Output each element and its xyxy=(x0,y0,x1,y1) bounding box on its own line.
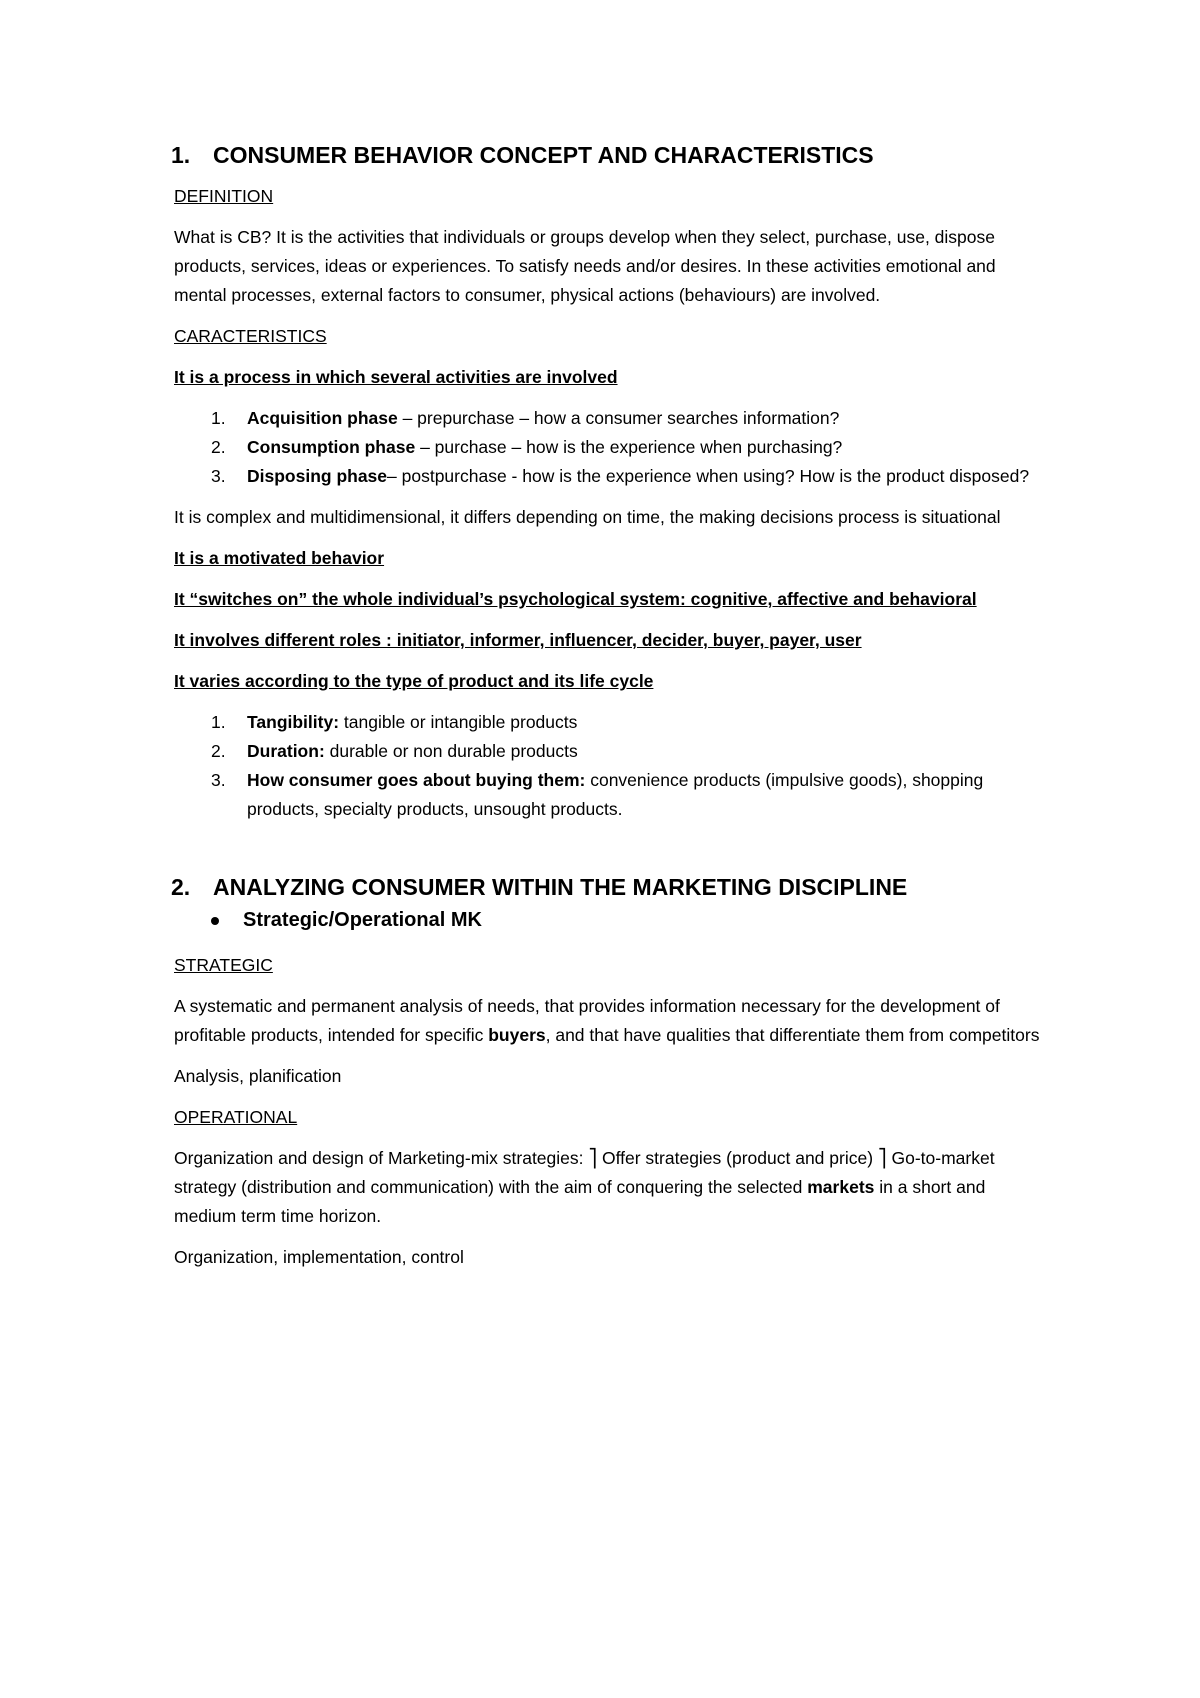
strategic-text-end: , and that have qualities that differentiate them from competitors xyxy=(545,1025,1040,1045)
motivated-heading: It is a motivated behavior xyxy=(174,548,385,568)
list-item xyxy=(174,433,1044,462)
operational-heading: OPERATIONAL xyxy=(174,1107,298,1127)
phase-description: – prepurchase – how a consumer searches information? xyxy=(397,408,840,428)
strategic-text-bold: buyers xyxy=(488,1025,546,1045)
document-content xyxy=(171,140,1044,1284)
phase-name: Disposing phase xyxy=(247,466,388,486)
characteristics-heading: CARACTERISTICS xyxy=(174,326,327,346)
definition-paragraph: What is CB? It is the activities that individuals or groups develop when they select, purchase, use, dispose products, services, ideas or experiences. To satisfy needs and/or desires. In these activities emotional and mental processes, external factors to consumer, physical actions (behaviours) are involved. xyxy=(174,227,996,305)
list-item xyxy=(174,737,1044,766)
strategic-summary: Analysis, planification xyxy=(174,1066,342,1086)
list-item-number: 2. xyxy=(211,437,226,457)
phase-name: Consumption phase xyxy=(247,437,416,457)
section-2-title: ANALYZING CONSUMER WITHIN THE MARKETING DISCIPLINE xyxy=(213,874,908,900)
section-2-heading xyxy=(171,872,1044,902)
varies-heading: It varies according to the type of product and its life cycle xyxy=(174,671,654,691)
phase-description: – purchase – how is the experience when purchasing? xyxy=(415,437,843,457)
list-item xyxy=(174,462,1044,491)
section-spacer xyxy=(174,836,1044,872)
section-1-number: 1. xyxy=(171,142,191,168)
list-item-number: 3. xyxy=(211,770,226,790)
item-description: convenience products (impulsive goods), shopping products, specialty products, unsought products. xyxy=(247,770,984,819)
switches-heading: It “switches on” the whole individual’s psychological system: cognitive, affective and behavioral xyxy=(174,589,977,609)
list-item-number: 2. xyxy=(211,741,226,761)
strategic-paragraph xyxy=(174,992,1044,1050)
list-item-number: 1. xyxy=(211,408,226,428)
item-term: Duration: xyxy=(247,741,325,761)
bullet-item xyxy=(211,906,1044,935)
product-types-list xyxy=(174,708,1044,824)
operational-text-start: Organization and design of Marketing-mix strategies: ⎤ Offer strategies (product and price) ⎤ Go-to-market strategy (distribution and communication) with the aim of conquering the selected xyxy=(174,1148,995,1197)
complex-paragraph: It is complex and multidimensional, it differs depending on time, the making decisions process is situational xyxy=(174,507,1001,527)
list-item xyxy=(174,766,1044,824)
bullet-icon xyxy=(211,917,219,925)
item-term: How consumer goes about buying them: xyxy=(247,770,586,790)
phases-list xyxy=(174,404,1044,491)
operational-summary: Organization, implementation, control xyxy=(174,1247,464,1267)
roles-heading: It involves different roles : initiator, informer, influencer, decider, buyer, payer, user xyxy=(174,630,862,650)
list-item-number: 1. xyxy=(211,712,226,732)
item-description: durable or non durable products xyxy=(324,741,578,761)
strategic-heading: STRATEGIC xyxy=(174,955,273,975)
operational-text-bold: markets xyxy=(807,1177,875,1197)
bullet-text: Strategic/Operational MK xyxy=(243,909,482,931)
item-term: Tangibility: xyxy=(247,712,340,732)
operational-text-end: in a short and medium term time horizon. xyxy=(174,1177,986,1226)
operational-paragraph xyxy=(174,1144,1044,1231)
section-1-title: CONSUMER BEHAVIOR CONCEPT AND CHARACTERISTICS xyxy=(213,142,874,168)
item-description: tangible or intangible products xyxy=(339,712,578,732)
phase-description: – postpurchase - how is the experience when using? How is the product disposed? xyxy=(387,466,1030,486)
list-item xyxy=(174,708,1044,737)
list-item xyxy=(174,404,1044,433)
phase-name: Acquisition phase xyxy=(247,408,398,428)
process-heading: It is a process in which several activities are involved xyxy=(174,367,618,387)
section-2-number: 2. xyxy=(171,874,191,900)
section-1-heading xyxy=(171,140,1044,170)
definition-heading: DEFINITION xyxy=(174,186,274,206)
strategic-text-start: A systematic and permanent analysis of needs, that provides information necessary for the development of profitable products, intended for specific xyxy=(174,996,1000,1045)
list-item-number: 3. xyxy=(211,466,226,486)
